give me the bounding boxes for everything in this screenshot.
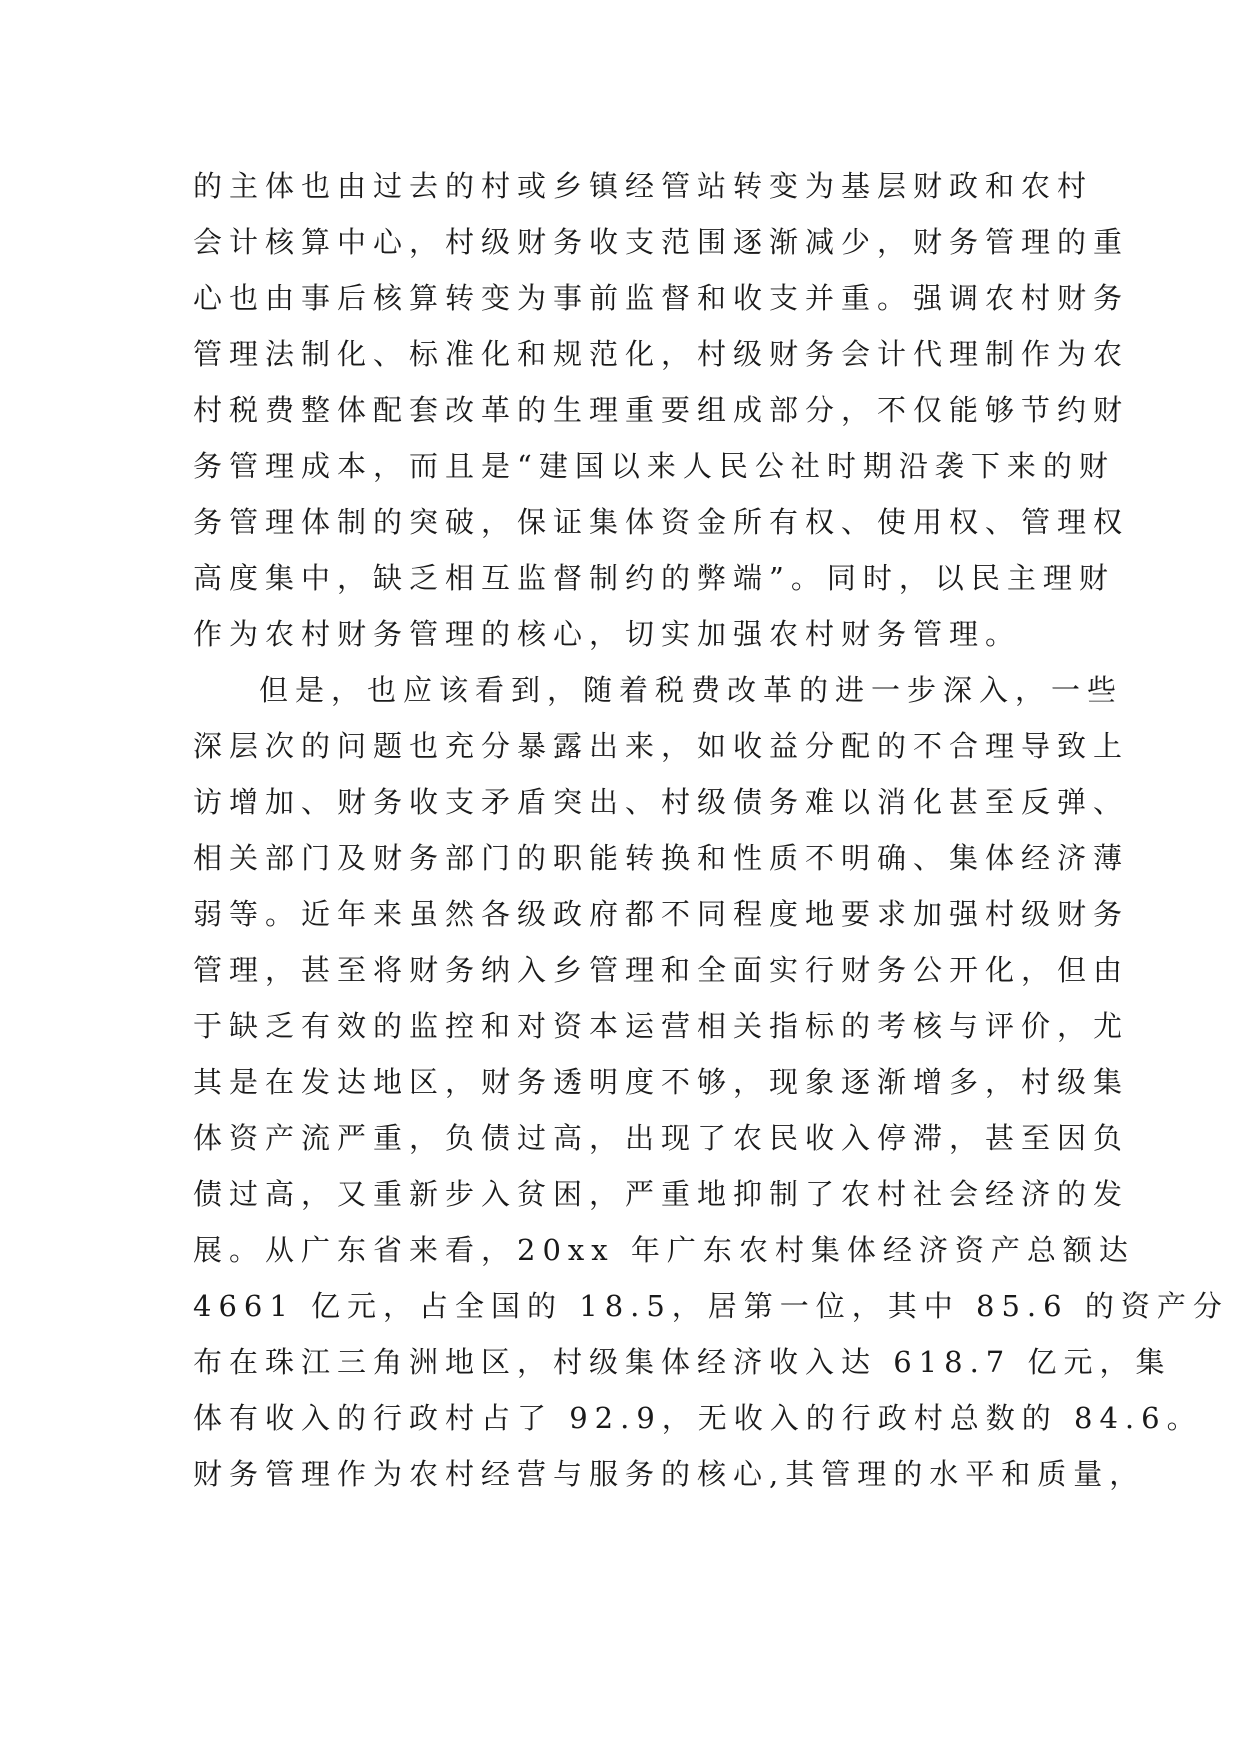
text-line-15: 管理，甚至将财务纳入乡管理和全面实行财务公开化，但由 bbox=[193, 953, 1130, 987]
text-line-21: 4661 亿元，占全国的 18.5，居第一位，其中 85.6 的资产分 bbox=[193, 1289, 1229, 1323]
text-line-14: 弱等。近年来虽然各级政府都不同程度地要求加强村级财务 bbox=[193, 897, 1130, 931]
text-line-22: 布在珠江三角洲地区，村级集体经济收入达 618.7 亿元，集 bbox=[193, 1345, 1172, 1379]
text-line-1: 的主体也由过去的村或乡镇经管站转变为基层财政和农村 bbox=[193, 169, 1094, 203]
text-line-6: 务管理成本，而且是“建国以来人民公社时期沿袭下来的财 bbox=[193, 449, 1115, 483]
text-line-9: 作为农村财务管理的核心，切实加强农村财务管理。 bbox=[193, 617, 1022, 651]
text-line-4: 管理法制化、标准化和规范化，村级财务会计代理制作为农 bbox=[193, 337, 1130, 371]
text-line-11: 深层次的问题也充分暴露出来，如收益分配的不合理导致上 bbox=[193, 729, 1130, 763]
text-line-24: 财务管理作为农村经营与服务的核心,其管理的水平和质量， bbox=[193, 1457, 1146, 1491]
text-line-5: 村税费整体配套改革的生理重要组成部分，不仅能够节约财 bbox=[193, 393, 1130, 427]
text-line-16: 于缺乏有效的监控和对资本运营相关指标的考核与评价，尤 bbox=[193, 1009, 1130, 1043]
body-text bbox=[193, 158, 1229, 1502]
text-line-17: 其是在发达地区，财务透明度不够，现象逐渐增多，村级集 bbox=[193, 1065, 1130, 1099]
text-line-23: 体有收入的行政村占了 92.9，无收入的行政村总数的 84.6。 bbox=[193, 1401, 1203, 1435]
text-line-13: 相关部门及财务部门的职能转换和性质不明确、集体经济薄 bbox=[193, 841, 1130, 875]
text-line-7: 务管理体制的突破，保证集体资金所有权、使用权、管理权 bbox=[193, 505, 1130, 539]
text-line-12: 访增加、财务收支矛盾突出、村级债务难以消化甚至反弹、 bbox=[193, 785, 1130, 819]
text-line-19: 债过高，又重新步入贫困，严重地抑制了农村社会经济的发 bbox=[193, 1177, 1130, 1211]
text-line-20: 展。从广东省来看，20xx 年广东农村集体经济资产总额达 bbox=[193, 1233, 1135, 1267]
paragraph-start-line: 但是，也应该看到，随着税费改革的进一步深入，一些 bbox=[259, 673, 1124, 707]
text-line-2: 会计核算中心，村级财务收支范围逐渐减少，财务管理的重 bbox=[193, 225, 1130, 259]
text-line-18: 体资产流严重，负债过高，出现了农民收入停滞，甚至因负 bbox=[193, 1121, 1130, 1155]
text-line-3: 心也由事后核算转变为事前监督和收支并重。强调农村财务 bbox=[193, 281, 1130, 315]
text-line-8: 高度集中，缺乏相互监督制约的弊端”。同时，以民主理财 bbox=[193, 561, 1115, 595]
